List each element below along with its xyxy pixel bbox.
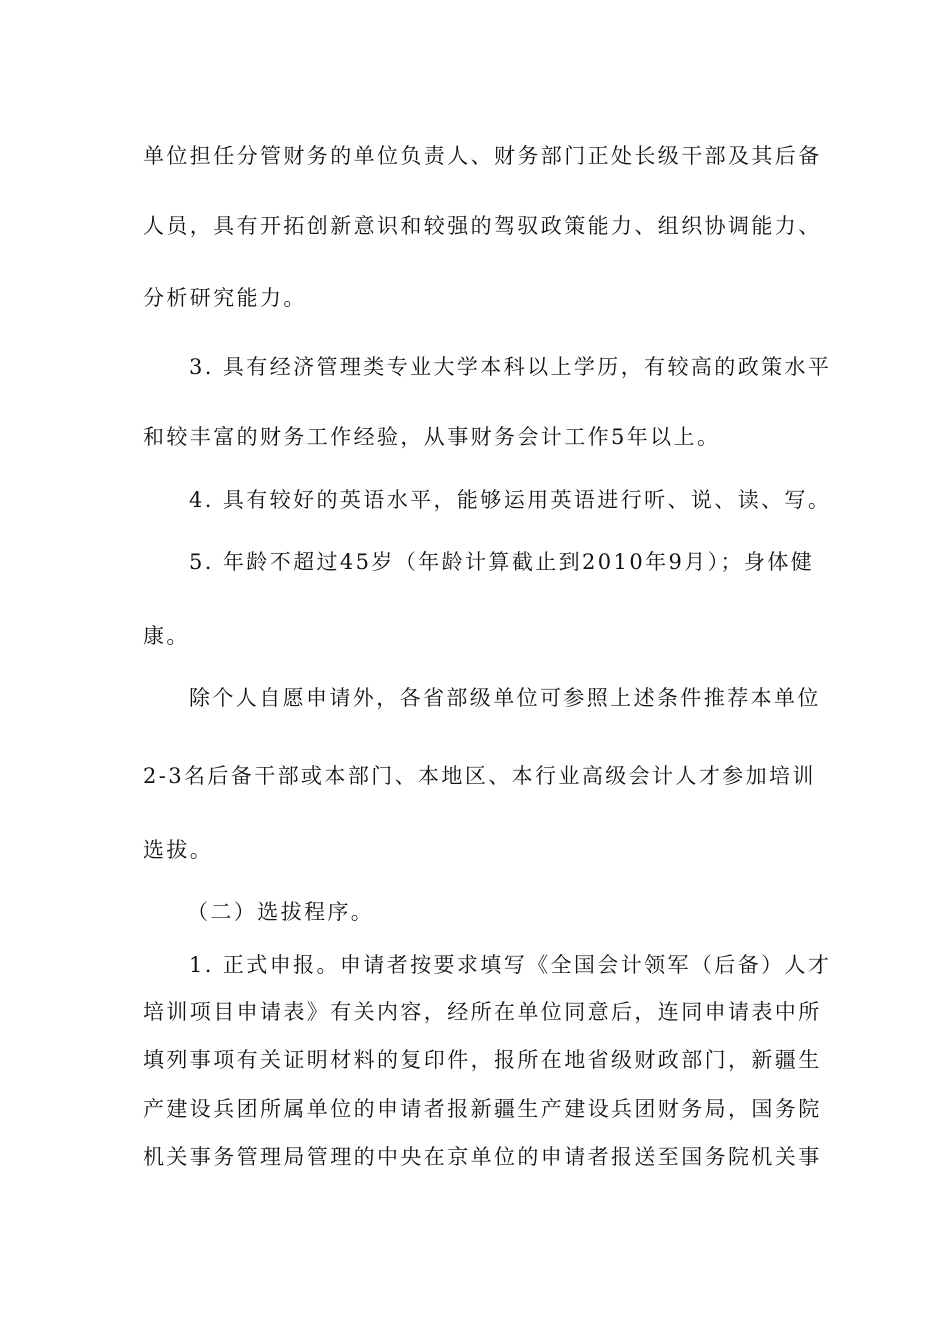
paragraph-line: 分析研究能力。 (143, 286, 307, 310)
paragraph-line: 4. 具有较好的英语水平，能够运用英语进行听、说、读、写。 (189, 488, 832, 512)
paragraph-line: 填列事项有关证明材料的复印件，报所在地省级财政部门，新疆生 (143, 1048, 822, 1072)
paragraph-line: 产建设兵团所属单位的申请者报新疆生产建设兵团财务局，国务院 (143, 1097, 822, 1121)
paragraph-line: 5. 年龄不超过45岁（年龄计算截止到2010年9月）；身体健 (189, 550, 815, 574)
paragraph-line: 康。 (143, 624, 190, 648)
paragraph-line: 单位担任分管财务的单位负责人、财务部门正处长级干部及其后备 (143, 144, 822, 168)
paragraph-line: 人员，具有开拓创新意识和较强的驾驭政策能力、组织协调能力、 (143, 214, 822, 238)
paragraph-line: 除个人自愿申请外，各省部级单位可参照上述条件推荐本单位 (189, 686, 821, 710)
paragraph-line: 和较丰富的财务工作经验，从事财务会计工作5年以上。 (143, 425, 721, 449)
paragraph-line: 2-3名后备干部或本部门、本地区、本行业高级会计人才参加培训 (143, 764, 816, 788)
paragraph-line: 1. 正式申报。申请者按要求填写《全国会计领军（后备）人才 (189, 953, 832, 977)
paragraph-line: 机关事务管理局管理的中央在京单位的申请者报送至国务院机关事 (143, 1145, 822, 1169)
paragraph-line: 培训项目申请表》有关内容，经所在单位同意后，连同申请表中所 (143, 1000, 822, 1024)
paragraph-line: 3. 具有经济管理类专业大学本科以上学历，有较高的政策水平 (189, 355, 832, 379)
section-heading: （二）选拔程序。 (187, 900, 375, 924)
paragraph-line: 选拔。 (143, 838, 214, 862)
